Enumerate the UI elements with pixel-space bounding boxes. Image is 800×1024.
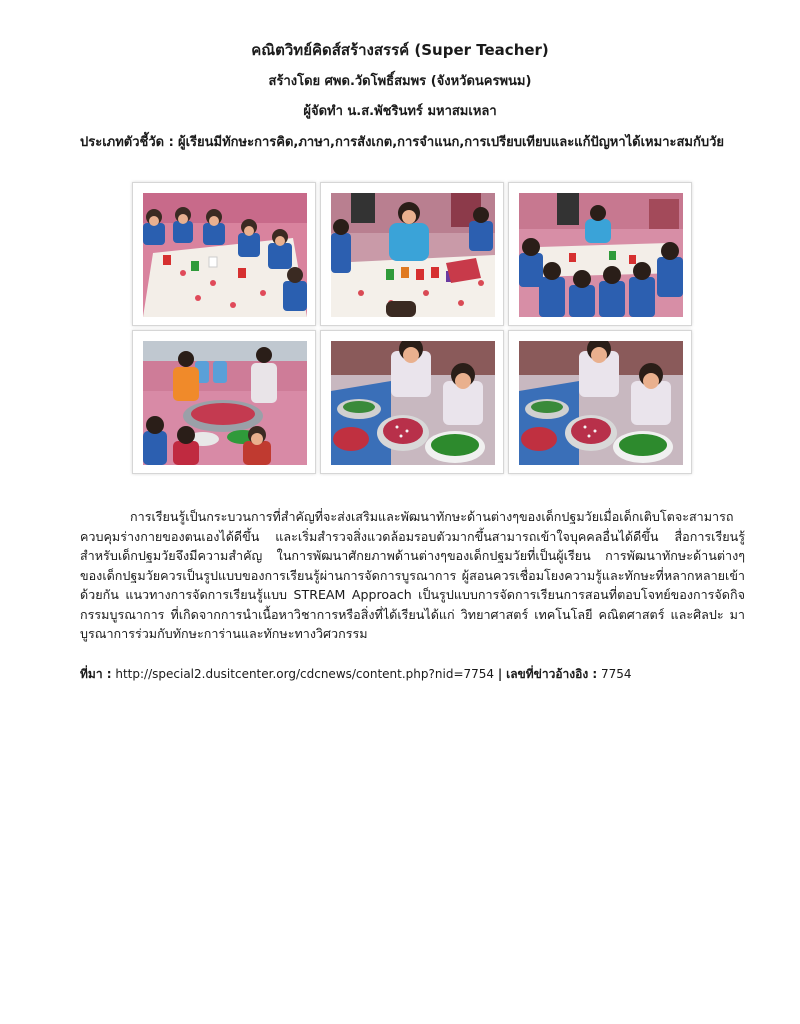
gallery-photo-6[interactable] (508, 330, 692, 474)
gallery-photo-2[interactable] (320, 182, 504, 326)
indicator-line (80, 133, 740, 153)
gallery-photo-5[interactable] (320, 330, 504, 474)
classroom-photo-icon (143, 193, 307, 317)
indicator-value: ผู้เรียนมีทักษะการคิด,ภาษา,การสังเกต,การจำแนก,การเปรียบเทียบและแก้ปัญหาได้เหมาะสมกับวัย (177, 135, 725, 150)
gallery-photo-3[interactable] (508, 182, 692, 326)
source-line (80, 665, 740, 684)
reference-number-label: เลขที่ข่าวอ้างอิง : (506, 667, 598, 681)
source-label: ที่มา : (80, 667, 112, 681)
gallery-photo-4[interactable] (132, 330, 316, 474)
classroom-photo-icon (331, 341, 495, 465)
reference-number-value: 7754 (601, 667, 632, 681)
organizer: ผู้จัดทำ น.ส.พัชรินทร์ มหาสมเหลา (303, 104, 497, 119)
classroom-photo-icon (519, 193, 683, 317)
indicator-label: ประเภทตัวชี้วัด : (80, 135, 174, 150)
classroom-photo-icon (519, 341, 683, 465)
body-paragraph-text: การเรียนรู้เป็นกระบวนการที่สำคัญที่จะส่งเสริมและพัฒนาทักษะด้านต่างๆของเด็กปฐมวัยเมื่อเด็กเติบโตจะสามารถควบคุมร่างกายของตนเองได้ดีขึ้น และเริ่มสำรวจสิ่งแวดล้อมรอบตัวมากขึ้นสามารถเข้าใจบุคคลอื่นได้ดีขึ้น สื่อการเรียนรู้สำหรับเด็กปฐมวัยจึงมีความสำคัญ ในการพัฒนาศักยภาพด้านต่างๆของเด็กปฐมวัยที่เป็นผู้เรียน การพัฒนาทักษะด้านต่างๆของเด็กปฐมวัยควรเป็นรูปแบบของการเรียนรู้ผ่านการจัดการบูรณาการ ผู้สอนควรเชื่อมโยงความรู้และทักษะที่หลากหลายเข้าด้วยกัน แนวทางการจัดการเรียนรู้แบบ STREAM Approach เป็นรูปแบบการจัดการเรียนการสอนที่ตอบโจทย์ของการจัดกิจกรรมบูรณาการ ที่เกิดจากการนำเนื้อหาวิชาการหรือสิ่งที่ได้เรียนได้แก่ วิทยาศาสตร์ เทคโนโลยี คณิตศาสตร์ และศิลปะ มาบูรณาการร่วมกับทักษะการ่านและทักษะทางวิศวกรรม (80, 509, 745, 641)
photo-gallery (132, 182, 696, 476)
gallery-photo-1[interactable] (132, 182, 316, 326)
body-paragraph (80, 507, 745, 644)
classroom-photo-icon (331, 193, 495, 317)
source-url-link[interactable]: http://special2.dusitcenter.org/cdcnews/content.php?nid=7754 (115, 667, 495, 681)
created-by: สร้างโดย ศพด.วัดโพธิ์สมพร (จังหวัดนครพนม) (268, 74, 532, 89)
source-separator: | (497, 667, 503, 681)
classroom-photo-icon (143, 341, 307, 465)
page-title: คณิตวิทย์คิดส์สร้างสรรค์ (Super Teacher) (251, 41, 549, 59)
